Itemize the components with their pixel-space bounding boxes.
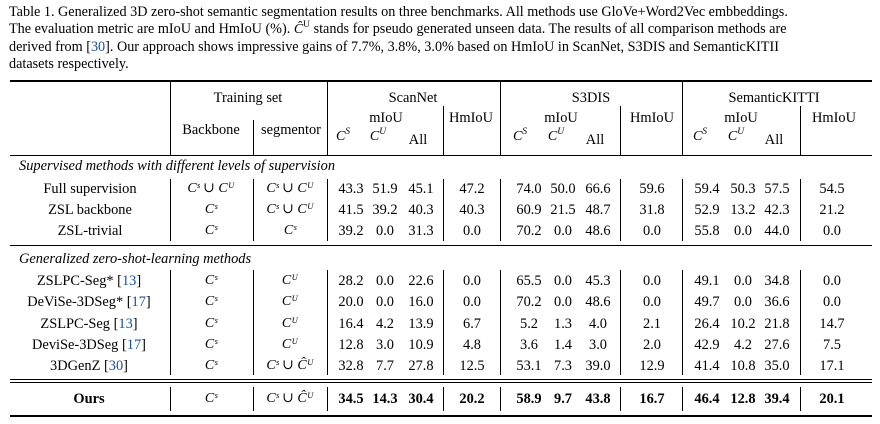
table-cell: 26.4 bbox=[694, 316, 720, 332]
col-sep bbox=[620, 387, 621, 411]
col-sep bbox=[443, 179, 444, 241]
table-cell: 49.1 bbox=[694, 273, 720, 289]
col-sep bbox=[253, 270, 254, 375]
table-cell: 39.2 bbox=[338, 223, 364, 239]
table-cell: 0.0 bbox=[554, 223, 572, 239]
col-sep bbox=[170, 270, 171, 375]
table-cell: 39.4 bbox=[764, 391, 790, 407]
table-cell: 46.4 bbox=[694, 391, 720, 407]
table-row-method: ZSL-trivial bbox=[57, 223, 123, 239]
col-sep bbox=[327, 270, 328, 375]
table-cell: 0.0 bbox=[643, 273, 661, 289]
col-sep bbox=[682, 81, 683, 155]
col-sep bbox=[682, 270, 683, 375]
col-sep bbox=[800, 270, 801, 375]
table-cell: 0.0 bbox=[463, 223, 481, 239]
table-cell: 12.9 bbox=[639, 358, 665, 374]
col-sep bbox=[800, 106, 801, 155]
table-cell: 21.2 bbox=[819, 202, 845, 218]
table-cell: 14.7 bbox=[819, 316, 845, 332]
table-cell: 0.0 bbox=[376, 223, 394, 239]
table-cell: 50.0 bbox=[550, 181, 576, 197]
table-cell: 7.7 bbox=[376, 358, 394, 374]
header-dataset-semantickitti: SemanticKITTI bbox=[728, 90, 820, 106]
caption-line-3: derived from [30]. Our approach shows impressive gains of 7.7%, 3.8%, 3.0% based on HmIoU in ScanNet, S3DIS and SemanticKITII bbox=[9, 38, 779, 55]
table-cell: 45.3 bbox=[585, 273, 611, 289]
table-cell: 74.0 bbox=[516, 181, 542, 197]
table-cell: 7.3 bbox=[554, 358, 572, 374]
table-cell: 70.2 bbox=[516, 294, 542, 310]
table-cell: 12.5 bbox=[459, 358, 485, 374]
table-cell: 36.6 bbox=[764, 294, 790, 310]
col-sep bbox=[500, 387, 501, 411]
table-cell: 48.7 bbox=[585, 202, 611, 218]
header-segmentor: segmentor bbox=[261, 122, 321, 138]
table-row-backbone: Cˢ bbox=[204, 294, 218, 309]
table-cell: 34.5 bbox=[338, 391, 364, 407]
ours-rule-1 bbox=[10, 379, 872, 380]
table-cell: 39.2 bbox=[372, 202, 398, 218]
table-cell: 21.8 bbox=[764, 316, 790, 332]
table-row-method: ZSL backbone bbox=[48, 202, 132, 218]
table-cell: 0.0 bbox=[823, 294, 841, 310]
table-cell: 0.0 bbox=[463, 273, 481, 289]
col-sep bbox=[253, 387, 254, 411]
table-cell: 4.8 bbox=[463, 337, 481, 353]
table-cell: 47.2 bbox=[459, 181, 485, 197]
table-cell: 35.0 bbox=[764, 358, 790, 374]
col-sep bbox=[443, 106, 444, 155]
section-generalized: Generalized zero-shot-learning methods bbox=[19, 251, 252, 267]
header-hmiou-kitti: HmIoU bbox=[812, 110, 856, 126]
top-rule bbox=[10, 80, 872, 82]
table-cell: 10.2 bbox=[730, 316, 756, 332]
table-cell: 16.7 bbox=[639, 391, 665, 407]
table-cell: 58.9 bbox=[516, 391, 542, 407]
table-cell: 10.9 bbox=[408, 337, 434, 353]
table-cell: 5.2 bbox=[520, 316, 538, 332]
table-cell: 39.0 bbox=[585, 358, 611, 374]
table-cell: 0.0 bbox=[643, 223, 661, 239]
col-sep bbox=[253, 120, 254, 155]
col-sep bbox=[327, 387, 328, 411]
table-cell: 32.8 bbox=[338, 358, 364, 374]
table-cell: 42.3 bbox=[764, 202, 790, 218]
table-cell: 41.5 bbox=[338, 202, 364, 218]
header-hmiou-s3dis: HmIoU bbox=[630, 110, 674, 126]
table-cell: 16.4 bbox=[338, 316, 364, 332]
col-sep bbox=[620, 179, 621, 241]
table-cell: 27.6 bbox=[764, 337, 790, 353]
table-cell: 12.8 bbox=[338, 337, 364, 353]
header-seen-kitti: $C^S$ bbox=[692, 127, 708, 144]
caption-line-2: The evaluation metric are mIoU and HmIoU (%). $Ĉ^U$ stands for pseudo generated unseen data. The results of all comparison methods are bbox=[9, 20, 787, 38]
header-miou-scannet: mIoU bbox=[369, 110, 403, 126]
header-training-set: Training set bbox=[213, 90, 283, 106]
table-row-segmentor: Cˢ ∪ Ĉᵁ bbox=[266, 391, 314, 406]
table-row-backbone: Cˢ bbox=[204, 202, 218, 217]
header-all-scannet: All bbox=[408, 132, 428, 148]
table-row-method: 3DGenZ [30] bbox=[50, 358, 128, 374]
table-cell: 7.5 bbox=[823, 337, 841, 353]
table-row-segmentor: Cᵁ bbox=[281, 273, 299, 288]
table-row-segmentor: Cᵁ bbox=[281, 316, 299, 331]
table-cell: 43.8 bbox=[585, 391, 611, 407]
table-row-method: DeviSe-3DSeg [17] bbox=[32, 337, 146, 353]
table-cell: 59.6 bbox=[639, 181, 665, 197]
col-sep bbox=[443, 270, 444, 375]
table-cell: 53.1 bbox=[516, 358, 542, 374]
table-cell: 34.8 bbox=[764, 273, 790, 289]
table-cell: 6.7 bbox=[463, 316, 481, 332]
col-sep bbox=[800, 387, 801, 411]
header-seen-s3dis: $C^S$ bbox=[512, 127, 528, 144]
table-row-segmentor: Cˢ ∪ Cᵁ bbox=[266, 202, 314, 217]
header-hmiou-scannet: HmIoU bbox=[449, 110, 493, 126]
table-cell: 16.0 bbox=[408, 294, 434, 310]
table-caption bbox=[9, 4, 875, 74]
table-row-backbone: Cˢ ∪ Cᵁ bbox=[187, 181, 235, 196]
col-sep bbox=[253, 179, 254, 241]
table-row-method: DeViSe-3DSeg* [17] bbox=[27, 294, 151, 310]
table-cell: 60.9 bbox=[516, 202, 542, 218]
col-sep bbox=[500, 270, 501, 375]
table-cell: 27.8 bbox=[408, 358, 434, 374]
table-row-segmentor: Cᵁ bbox=[281, 294, 299, 309]
table-cell: 4.0 bbox=[589, 316, 607, 332]
table-row-backbone: Cˢ bbox=[204, 358, 218, 373]
table-cell: 0.0 bbox=[823, 273, 841, 289]
table-row-method: ZSLPC-Seg [13] bbox=[40, 316, 138, 332]
table-cell: 59.4 bbox=[694, 181, 720, 197]
table-row-backbone: Cˢ bbox=[204, 391, 218, 406]
col-sep bbox=[800, 179, 801, 241]
table-cell: 0.0 bbox=[734, 273, 752, 289]
table-cell: 1.4 bbox=[554, 337, 572, 353]
table-cell: 2.0 bbox=[643, 337, 661, 353]
table-cell: 54.5 bbox=[819, 181, 845, 197]
col-sep bbox=[443, 387, 444, 411]
table-cell: 21.5 bbox=[550, 202, 576, 218]
table-cell: 0.0 bbox=[734, 294, 752, 310]
table-cell: 14.3 bbox=[372, 391, 398, 407]
bottom-rule bbox=[10, 415, 872, 417]
header-dataset-s3dis: S3DIS bbox=[571, 90, 611, 106]
table-cell: 30.4 bbox=[408, 391, 434, 407]
caption-line-1: Table 1. Generalized 3D zero-shot semantic segmentation results on three benchmarks. All methods use GloVe+Word2Vec embbeddings. bbox=[9, 4, 788, 20]
table-cell: 3.0 bbox=[376, 337, 394, 353]
table-cell: 13.9 bbox=[408, 316, 434, 332]
table-cell: 4.2 bbox=[734, 337, 752, 353]
table-cell: 31.8 bbox=[639, 202, 665, 218]
table-row-method: Ours bbox=[73, 391, 105, 407]
section-rule bbox=[10, 245, 872, 246]
table-cell: 0.0 bbox=[643, 294, 661, 310]
table-cell: 17.1 bbox=[819, 358, 845, 374]
table-row-backbone: Cˢ bbox=[204, 316, 218, 331]
table-cell: 41.4 bbox=[694, 358, 720, 374]
table-row-backbone: Cˢ bbox=[204, 273, 218, 288]
col-sep bbox=[682, 387, 683, 411]
table-cell: 0.0 bbox=[823, 223, 841, 239]
table-cell: 48.6 bbox=[585, 294, 611, 310]
table-cell: 10.8 bbox=[730, 358, 756, 374]
table-row-segmentor: Cᵁ bbox=[281, 337, 299, 352]
table-row-method: ZSLPC-Seg* [13] bbox=[36, 273, 142, 289]
col-sep bbox=[500, 81, 501, 155]
table-row-segmentor: Cˢ bbox=[283, 223, 297, 238]
table-row-backbone: Cˢ bbox=[204, 337, 218, 352]
header-seen-scannet: $C^S$ bbox=[335, 127, 351, 144]
table-cell: 40.3 bbox=[459, 202, 485, 218]
table-row-segmentor: Cˢ ∪ Cᵁ bbox=[266, 181, 314, 196]
caption-line-4: datasets respectively. bbox=[9, 56, 129, 73]
table-cell: 57.5 bbox=[764, 181, 790, 197]
table-cell: 43.3 bbox=[338, 181, 364, 197]
col-sep bbox=[327, 179, 328, 241]
table-cell: 66.6 bbox=[585, 181, 611, 197]
table-cell: 51.9 bbox=[372, 181, 398, 197]
table-row-segmentor: Cˢ ∪ Ĉᵁ bbox=[266, 358, 314, 373]
table-cell: 22.6 bbox=[408, 273, 434, 289]
table-cell: 0.0 bbox=[734, 223, 752, 239]
header-backbone: Backbone bbox=[182, 122, 240, 138]
col-sep bbox=[170, 387, 171, 411]
col-sep bbox=[620, 270, 621, 375]
header-unseen-s3dis: $C^U$ bbox=[547, 127, 565, 144]
header-unseen-kitti: $C^U$ bbox=[727, 127, 745, 144]
col-sep bbox=[620, 106, 621, 155]
table-cell: 55.8 bbox=[694, 223, 720, 239]
header-miou-s3dis: mIoU bbox=[544, 110, 578, 126]
table-cell: 40.3 bbox=[408, 202, 434, 218]
table-cell: 1.3 bbox=[554, 316, 572, 332]
section-supervised: Supervised methods with different levels of supervision bbox=[19, 158, 336, 174]
table-cell: 31.3 bbox=[408, 223, 434, 239]
table-cell: 45.1 bbox=[408, 181, 434, 197]
table-cell: 13.2 bbox=[730, 202, 756, 218]
table-cell: 20.2 bbox=[459, 391, 485, 407]
table-cell: 70.2 bbox=[516, 223, 542, 239]
header-dataset-scannet: ScanNet bbox=[388, 90, 438, 106]
table-cell: 28.2 bbox=[338, 273, 364, 289]
col-sep bbox=[682, 179, 683, 241]
ours-rule-2 bbox=[10, 382, 872, 383]
table-cell: 2.1 bbox=[643, 316, 661, 332]
table-cell: 12.8 bbox=[730, 391, 756, 407]
col-sep bbox=[500, 179, 501, 241]
table-cell: 49.7 bbox=[694, 294, 720, 310]
table-row-backbone: Cˢ bbox=[204, 223, 218, 238]
table-cell: 52.9 bbox=[694, 202, 720, 218]
table-cell: 20.0 bbox=[338, 294, 364, 310]
header-all-s3dis: All bbox=[585, 132, 605, 148]
table-cell: 48.6 bbox=[585, 223, 611, 239]
table-cell: 44.0 bbox=[764, 223, 790, 239]
table-cell: 65.5 bbox=[516, 273, 542, 289]
header-unseen-scannet: $C^U$ bbox=[369, 127, 387, 144]
table-cell: 0.0 bbox=[376, 294, 394, 310]
header-miou-kitti: mIoU bbox=[724, 110, 758, 126]
table-cell: 4.2 bbox=[376, 316, 394, 332]
table-cell: 3.6 bbox=[520, 337, 538, 353]
header-all-kitti: All bbox=[764, 132, 784, 148]
col-sep bbox=[170, 179, 171, 241]
header-rule bbox=[10, 155, 872, 156]
table-row-method: Full supervision bbox=[43, 181, 137, 197]
table-cell: 20.1 bbox=[819, 391, 845, 407]
col-sep bbox=[327, 81, 328, 155]
table-cell: 50.3 bbox=[730, 181, 756, 197]
table-cell: 9.7 bbox=[554, 391, 572, 407]
table-cell: 0.0 bbox=[376, 273, 394, 289]
col-sep bbox=[170, 81, 171, 155]
table-cell: 42.9 bbox=[694, 337, 720, 353]
table-cell: 0.0 bbox=[554, 294, 572, 310]
table-cell: 0.0 bbox=[463, 294, 481, 310]
table-cell: 3.0 bbox=[589, 337, 607, 353]
table-cell: 0.0 bbox=[554, 273, 572, 289]
